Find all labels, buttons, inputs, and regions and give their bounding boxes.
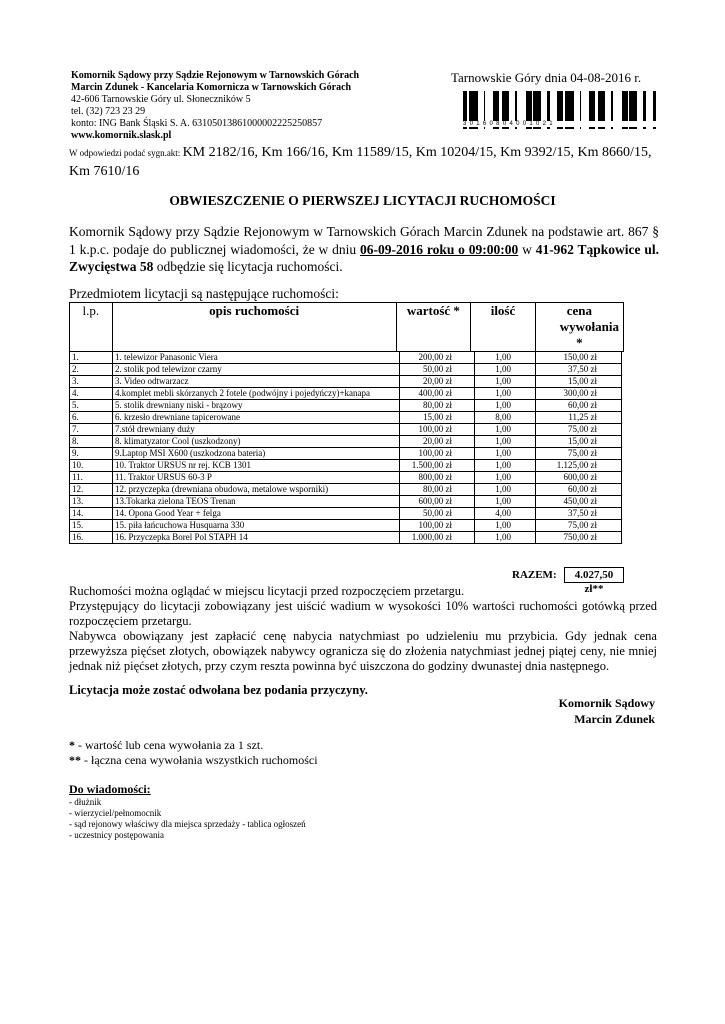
header-price [535,303,623,352]
cell-quantity: 1,00 [475,436,536,448]
cell-value: 80,00 zł [400,400,475,412]
table-row [70,496,622,508]
table-row [70,412,622,424]
cell-description: 4.komplet mebli skórzanych 2 fotele (podwójny i pojedyńczy)+kanapa [113,388,400,400]
table-row [70,484,622,496]
table-row [70,376,622,388]
cell-description: 10. Traktor URSUS nr rej. KCB 1301 [113,460,400,472]
cell-quantity: 4,00 [475,508,536,520]
table-row [70,400,622,412]
cell-description: 11. Traktor URSUS 60-3 P [113,472,400,484]
total-label: RAZEM: [512,569,557,581]
cell-price: 37,50 zł [536,508,622,520]
distribution-title: Do wiadomości: [69,782,151,796]
table-row [70,424,622,436]
table-row [70,472,622,484]
cell-quantity: 1,00 [475,496,536,508]
legend-star1: * [69,738,75,752]
cell-quantity: 1,00 [475,388,536,400]
cell-value: 20,00 zł [400,436,475,448]
intro-paragraph [69,223,659,276]
cell-price: 150,00 zł [536,352,622,364]
cell-value: 400,00 zł [400,388,475,400]
cell-lp: 12. [70,484,113,496]
cell-lp: 3. [70,376,113,388]
items-table-header [69,302,624,352]
cell-price: 75,00 zł [536,520,622,532]
legend-item-total [69,753,318,768]
intro-text-1: Komornik Sądowy przy Sądzie Rejonowym w Tarnowskich Górach Marcin Zdunek na podstawie art. 867 § 1 k.p.c. podaje do publicznej wiadomości, że w dniu [69,224,659,257]
items-table [69,351,622,544]
cell-price: 600,00 zł [536,472,622,484]
table-row [70,436,622,448]
legend-item-single [69,738,318,753]
note-payment: Nabywca obowiązany jest zapłacić cenę nabycia natychmiast po udzieleniu mu przybicia. Gdy jednak cena przewyższa pięćset złotych, obowiązek nabywcy ogranicza się do złożenia natychmiast jednej piątej ceny, nie mniej jednak niż pięćset złotych, przy czym reszta powinna być uiszczona do godziny dwunastej dnia następnego. [69,629,657,673]
legend-star2-text: - łączna cena wywołania wszystkich ruchomości [81,753,318,767]
table-row [70,532,622,544]
office-address: 42-606 Tarnowskie Góry ul. Słoneczników 5 [71,94,251,105]
note-deposit: Przystępujący do licytacji zobowiązany jest uiścić wadium w wysokości 10% wartości ruchomości gotówką przed rozpoczęciem przetargu. [69,599,657,628]
cell-quantity: 1,00 [475,352,536,364]
signature-line2: Marcin Zdunek [574,712,655,726]
cell-price: 450,00 zł [536,496,622,508]
case-numbers-label: W odpowiedzi podać sygn.akt: [69,148,183,158]
document-title: OBWIESZCZENIE O PIERWSZEJ LICYTACJI RUCHOMOŚCI [169,193,556,208]
cell-value: 50,00 zł [400,508,475,520]
cell-lp: 6. [70,412,113,424]
auction-location: 41-962 Tąpkowice ul. Zwycięstwa 58 [69,241,660,274]
office-account: konto: ING Bank Śląski S. A. 63105013861000002225250857 [71,118,323,129]
cell-price: 750,00 zł [536,532,622,544]
distribution-item: - uczestnicy postępowania [69,830,164,840]
distribution-list [69,782,306,841]
cell-lp: 5. [70,400,113,412]
cell-lp: 10. [70,460,113,472]
cell-value: 1.500,00 zł [400,460,475,472]
cell-description: 7.stół drewniany duży [113,424,400,436]
cell-value: 600,00 zł [400,496,475,508]
cell-quantity: 1,00 [475,448,536,460]
office-website: www.komornik.slask.pl [71,130,172,141]
cell-price: 11,25 zł [536,412,622,424]
office-name-line2: Marcin Zdunek - Kancelaria Komornicza w Tarnowskich Górach [71,82,352,93]
cell-quantity: 1,00 [475,532,536,544]
auction-notes [69,584,657,674]
cell-lp: 14. [70,508,113,520]
cell-quantity: 1,00 [475,424,536,436]
note-viewing: Ruchomości można oglądać w miejscu licytacji przed rozpoczęciem przetargu. [69,584,465,598]
cell-description: 15. piła łańcuchowa Husquarna 330 [113,520,400,532]
cell-value: 100,00 zł [400,520,475,532]
table-row [70,388,622,400]
barcode-digits: 30160804001021 [463,121,656,127]
cell-description: 14. Opona Good Year + felga [113,508,400,520]
office-header [71,70,451,142]
cell-description: 1. telewizor Panasonic Viera [113,352,400,364]
cell-lp: 4. [70,388,113,400]
cell-description: 6. krzesło drewniane tapicerowane [113,412,400,424]
cell-description: 5. stolik drewniany niski - brązowy [113,400,400,412]
cell-value: 80,00 zł [400,484,475,496]
signature-line1: Komornik Sądowy [558,696,655,710]
cell-price: 15,00 zł [536,436,622,448]
cell-lp: 9. [70,448,113,460]
header-price-line2: wywołania * [559,319,619,350]
legend-star1-text: - wartość lub cena wywołania za 1 szt. [75,738,264,752]
cell-price: 75,00 zł [536,448,622,460]
header-lp: l.p. [70,303,113,352]
cell-lp: 11. [70,472,113,484]
case-numbers-value: KM 2182/16, Km 166/16, Km 11589/15, Km 10204/15, Km 9392/15, Km 8660/15, Km 7610/16 [69,145,652,179]
cell-quantity: 1,00 [475,484,536,496]
table-row [70,460,622,472]
cell-value: 20,00 zł [400,376,475,388]
cell-price: 60,00 zł [536,484,622,496]
table-row [70,352,622,364]
header-value: wartość * [396,303,471,352]
cell-quantity: 1,00 [475,520,536,532]
legend [69,738,318,768]
cell-quantity: 1,00 [475,400,536,412]
total-value: 4.027,50 zł** [564,567,624,583]
bailiff-signature [440,695,655,727]
cell-price: 300,00 zł [536,388,622,400]
case-numbers [69,143,659,181]
header-quantity: ilość [471,303,536,352]
header-price-line1: cena [566,303,593,318]
cancel-note: Licytacja może zostać odwołana bez podania przyczyny. [69,683,368,697]
items-caption: Przedmiotem licytacji są następujące ruchomości: [69,286,339,301]
cell-quantity: 1,00 [475,460,536,472]
distribution-item: - sąd rejonowy właściwy dla miejsca sprzedaży - tablica ogłoszeń [69,819,306,829]
cell-lp: 2. [70,364,113,376]
auction-datetime: 06-09-2016 roku o 09:00:00 [359,241,519,257]
cell-price: 60,00 zł [536,400,622,412]
cell-value: 15,00 zł [400,412,475,424]
intro-text-2: w [518,241,536,257]
cell-price: 15,00 zł [536,376,622,388]
cell-description: 16. Przyczepka Borel Pol STAPH 14 [113,532,400,544]
cell-description: 8. klimatyzator Cool (uszkodzony) [113,436,400,448]
cell-lp: 15. [70,520,113,532]
office-phone: tel. (32) 723 23 29 [71,106,146,117]
cell-description: 13.Tokarka zielona TEOS Trenan [113,496,400,508]
intro-text-3: odbędzie się licytacja ruchomości. [153,259,343,274]
cell-description: 12. przyczepka (drewniana obudowa, metalowe wsporniki) [113,484,400,496]
cell-lp: 8. [70,436,113,448]
cell-value: 100,00 zł [400,424,475,436]
cell-quantity: 1,00 [475,472,536,484]
cell-lp: 7. [70,424,113,436]
cell-quantity: 1,00 [475,364,536,376]
table-row [70,364,622,376]
cell-description: 3. Video odtwarzacz [113,376,400,388]
cell-lp: 1. [70,352,113,364]
cell-value: 100,00 zł [400,448,475,460]
cell-lp: 16. [70,532,113,544]
distribution-item: - wierzyciel/pełnomocnik [69,808,162,818]
table-row [70,520,622,532]
distribution-item: - dłużnik [69,797,102,807]
cell-value: 800,00 zł [400,472,475,484]
cell-value: 1.000,00 zł [400,532,475,544]
table-row [70,508,622,520]
cell-description: 2. stolik pod telewizor czarny [113,364,400,376]
cell-quantity: 8,00 [475,412,536,424]
cell-price: 1.125,00 zł [536,460,622,472]
cell-quantity: 1,00 [475,376,536,388]
table-row [70,448,622,460]
cell-price: 75,00 zł [536,424,622,436]
cell-value: 200,00 zł [400,352,475,364]
legend-star2: ** [69,753,81,767]
cell-price: 37,50 zł [536,364,622,376]
place-and-date: Tarnowskie Góry dnia 04-08-2016 r. [451,70,642,85]
cell-lp: 13. [70,496,113,508]
header-description: opis ruchomości [112,303,396,352]
office-name-line1: Komornik Sądowy przy Sądzie Rejonowym w Tarnowskich Górach [71,70,360,81]
cell-value: 50,00 zł [400,364,475,376]
cell-description: 9.Laptop MSI X600 (uszkodzona bateria) [113,448,400,460]
